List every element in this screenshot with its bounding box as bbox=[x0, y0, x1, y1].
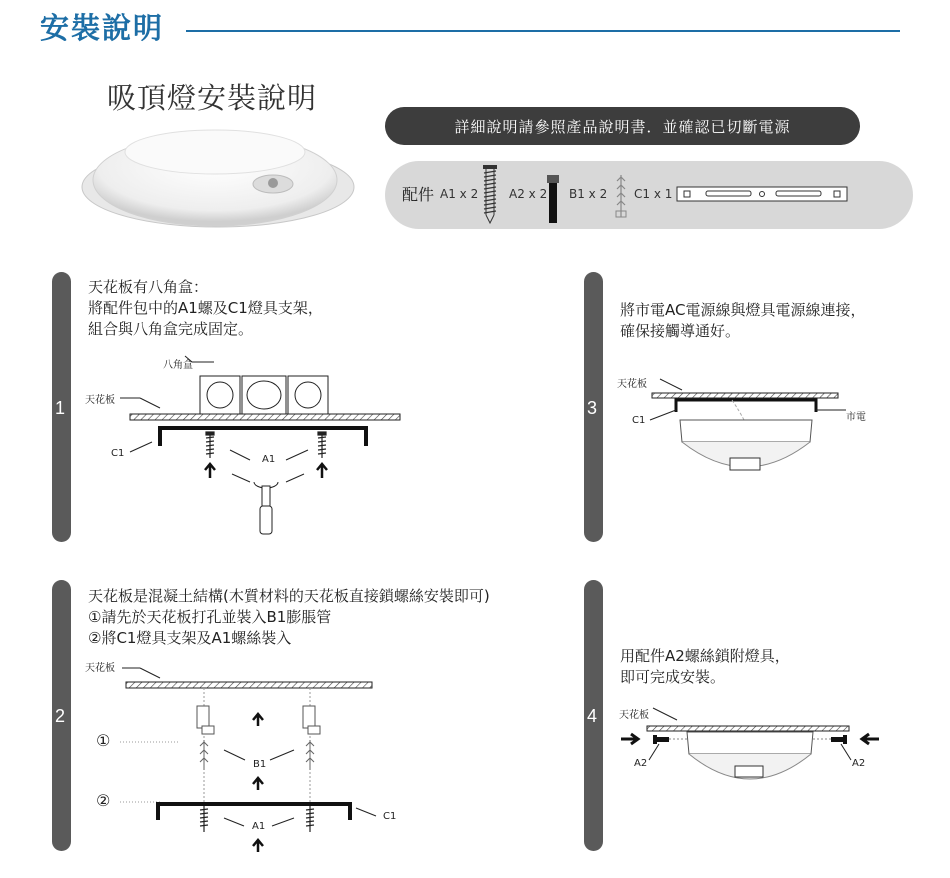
part-b1-label: B1 x 2 bbox=[569, 187, 608, 201]
step-2-line: ①請先於天花板打孔並裝入B1膨脹管 bbox=[88, 608, 332, 626]
parts-title: 配件 bbox=[402, 185, 435, 204]
anchor-b1-icon bbox=[614, 175, 628, 219]
step-1-diagram bbox=[90, 350, 410, 540]
label-a2-right: A2 bbox=[852, 758, 866, 769]
label-b1: B1 bbox=[253, 759, 267, 770]
screw-a2-icon bbox=[546, 175, 560, 225]
step-4-number: 4 bbox=[587, 706, 598, 726]
safety-notice: 詳細說明請參照產品說明書．並確認已切斷電源 bbox=[385, 107, 860, 145]
ceiling-lamp-image bbox=[78, 112, 358, 232]
title-divider bbox=[186, 30, 900, 32]
label-c1: C1 bbox=[111, 448, 125, 459]
label-ceiling: 天花板 bbox=[619, 710, 649, 721]
step-3-line: 將市電AC電源線與燈具電源線連接， bbox=[620, 301, 866, 319]
label-a1: A1 bbox=[252, 821, 266, 832]
step-4-line: 即可完成安裝。 bbox=[620, 668, 726, 686]
step-3-line: 確保接觸導通好。 bbox=[620, 322, 741, 340]
step-1-line: 組合與八角盒完成固定。 bbox=[88, 320, 254, 338]
subtitle: 吸頂燈安裝說明 bbox=[107, 81, 318, 115]
label-ceiling: 天花板 bbox=[85, 663, 115, 674]
step-3-number: 3 bbox=[587, 398, 598, 418]
step-2-diagram bbox=[100, 660, 420, 850]
part-a1-label: A1 x 2 bbox=[440, 187, 479, 201]
label-octagon-box: 八角盒 bbox=[163, 360, 193, 371]
label-ceiling: 天花板 bbox=[617, 379, 647, 390]
label-circle-1: ① bbox=[96, 731, 111, 750]
label-ceiling: 天花板 bbox=[85, 395, 115, 406]
label-c1: C1 bbox=[632, 415, 646, 426]
step-2-line: ②將C1燈具支架及A1螺絲裝入 bbox=[88, 629, 292, 647]
step-1-line: 天花板有八角盒： bbox=[88, 278, 209, 296]
step-3-text bbox=[620, 300, 865, 342]
step-1-number: 1 bbox=[55, 398, 66, 418]
label-c1: C1 bbox=[383, 811, 397, 822]
step-1-text bbox=[88, 277, 323, 340]
step-4-diagram bbox=[615, 704, 885, 794]
label-a1: A1 bbox=[262, 454, 276, 465]
step-1-line: 將配件包中的A1螺及C1燈具支架， bbox=[88, 299, 323, 317]
step-2-text bbox=[88, 586, 490, 649]
label-circle-2: ② bbox=[96, 791, 111, 810]
step-2-number: 2 bbox=[55, 706, 66, 726]
bracket-c1-icon bbox=[676, 186, 848, 202]
label-a2-left: A2 bbox=[634, 758, 648, 769]
step-3-diagram bbox=[640, 372, 870, 502]
step-4-text bbox=[620, 646, 790, 688]
part-a2-label: A2 x 2 bbox=[509, 187, 548, 201]
screw-a1-icon bbox=[480, 165, 500, 225]
page-title: 安裝說明 bbox=[40, 11, 165, 45]
label-mains: 市電 bbox=[846, 412, 866, 423]
part-c1-label: C1 x 1 bbox=[634, 187, 673, 201]
step-4-line: 用配件A2螺絲鎖附燈具， bbox=[620, 647, 790, 665]
step-2-line: 天花板是混凝土結構(木質材料的天花板直接鎖螺絲安裝即可) bbox=[88, 587, 490, 605]
